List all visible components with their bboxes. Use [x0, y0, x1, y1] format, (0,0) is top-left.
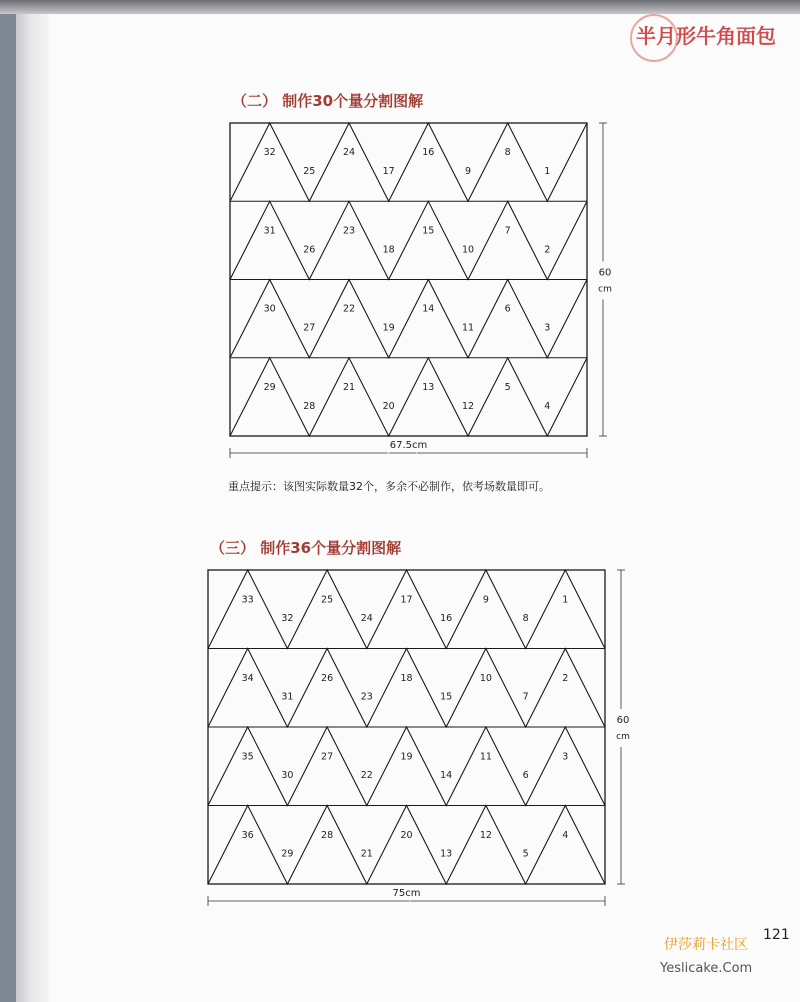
s3-piece-number: 35	[241, 751, 254, 763]
s2-piece-number: 28	[303, 400, 316, 412]
s3-piece-number: 23	[360, 691, 373, 703]
s2-height-unit: cm	[598, 284, 612, 295]
s2-piece-number: 29	[263, 382, 276, 393]
s2-piece-number: 19	[382, 322, 395, 334]
s3-height-value: 60	[616, 715, 630, 726]
s3-piece-number: 2	[562, 672, 569, 684]
s2-piece-number: 30	[263, 303, 276, 315]
s3-piece-number: 14	[440, 770, 453, 782]
s2-width-label: 67.5cm	[389, 440, 428, 451]
s3-piece-number: 7	[522, 691, 529, 703]
s3-piece-number: 1	[562, 594, 569, 606]
s2-piece-number: 23	[342, 225, 356, 237]
s2-piece-number: 26	[303, 244, 316, 256]
s3-piece-number: 17	[400, 594, 413, 606]
s2-piece-number: 17	[382, 166, 395, 177]
s3-piece-number: 5	[522, 848, 529, 860]
s2-piece-number: 5	[504, 382, 511, 393]
s3-piece-number: 26	[321, 672, 334, 684]
s2-piece-number: 22	[342, 303, 356, 315]
s2-piece-number: 12	[461, 400, 475, 412]
s3-piece-number: 21	[360, 848, 373, 860]
s3-zigzag	[208, 649, 605, 728]
s2-height-value: 60	[598, 267, 612, 279]
s2-piece-number: 24	[342, 147, 356, 159]
s3-piece-number: 24	[360, 613, 373, 625]
s3-piece-number: 16	[440, 613, 453, 625]
s2-piece-number: 25	[303, 166, 316, 177]
s3-piece-number: 22	[360, 770, 373, 782]
s2-piece-number: 6	[504, 303, 511, 315]
s3-piece-number: 10	[479, 672, 492, 684]
s2-piece-number: 20	[382, 400, 395, 412]
s3-piece-number: 3	[562, 751, 569, 763]
s2-piece-number: 8	[504, 147, 511, 159]
s2-piece-number: 1	[544, 166, 551, 177]
section3-title: （三） 制作36个量分割图解	[210, 539, 402, 557]
s3-piece-number: 29	[281, 848, 294, 860]
s2-piece-number: 14	[422, 303, 435, 315]
s2-piece-number: 9	[464, 166, 472, 177]
s3-piece-number: 8	[522, 613, 529, 625]
s3-piece-number: 36	[241, 829, 254, 841]
s3-piece-number: 20	[400, 829, 413, 841]
s2-piece-number: 10	[461, 244, 475, 256]
s3-piece-number: 30	[281, 770, 294, 782]
s3-height-unit: cm	[616, 732, 630, 742]
s2-piece-number: 3	[544, 322, 551, 334]
s3-piece-number: 15	[440, 691, 453, 703]
watermark-site: Yeslicake.Com	[660, 961, 753, 976]
s3-piece-number: 25	[321, 594, 334, 606]
page-number: 121	[763, 927, 790, 943]
s3-zigzag	[208, 570, 605, 649]
s2-piece-number: 2	[544, 244, 551, 256]
s2-piece-number: 18	[382, 244, 395, 256]
s3-piece-number: 28	[321, 829, 334, 841]
s2-piece-number: 7	[504, 225, 511, 237]
s2-piece-number: 32	[263, 147, 276, 159]
s3-piece-number: 11	[479, 751, 492, 763]
s3-piece-number: 6	[522, 770, 529, 782]
s3-piece-number: 31	[281, 691, 294, 703]
s3-width-label: 75cm	[392, 888, 421, 899]
s2-piece-number: 21	[342, 382, 356, 393]
s3-zigzag	[208, 806, 605, 885]
s3-zigzag	[208, 727, 605, 806]
s2-piece-number: 13	[422, 382, 435, 393]
watermark-brand: 伊莎莉卡社区	[664, 937, 748, 953]
s3-piece-number: 13	[440, 848, 453, 860]
chapter-title: 半月形牛角面包	[636, 24, 776, 48]
s3-piece-number: 9	[482, 594, 489, 606]
s2-piece-number: 27	[303, 322, 316, 334]
s2-piece-number: 15	[422, 225, 435, 237]
s3-piece-number: 27	[321, 751, 334, 763]
section2-title: （二） 制作30个量分割图解	[232, 92, 424, 110]
s3-piece-number: 4	[562, 829, 569, 841]
s3-piece-number: 32	[281, 613, 294, 625]
s3-piece-number: 12	[479, 829, 492, 841]
s3-piece-number: 19	[400, 751, 413, 763]
s3-piece-number: 34	[241, 672, 254, 684]
s2-piece-number: 4	[544, 400, 551, 412]
s3-piece-number: 18	[400, 672, 413, 684]
s3-piece-number: 33	[241, 594, 254, 606]
s2-piece-number: 11	[461, 322, 475, 334]
s2-piece-number: 16	[422, 147, 435, 159]
section2-note: 重点提示：该图实际数量32个，多余不必制作，依考场数量即可。	[228, 480, 550, 493]
s2-piece-number: 31	[263, 225, 276, 237]
